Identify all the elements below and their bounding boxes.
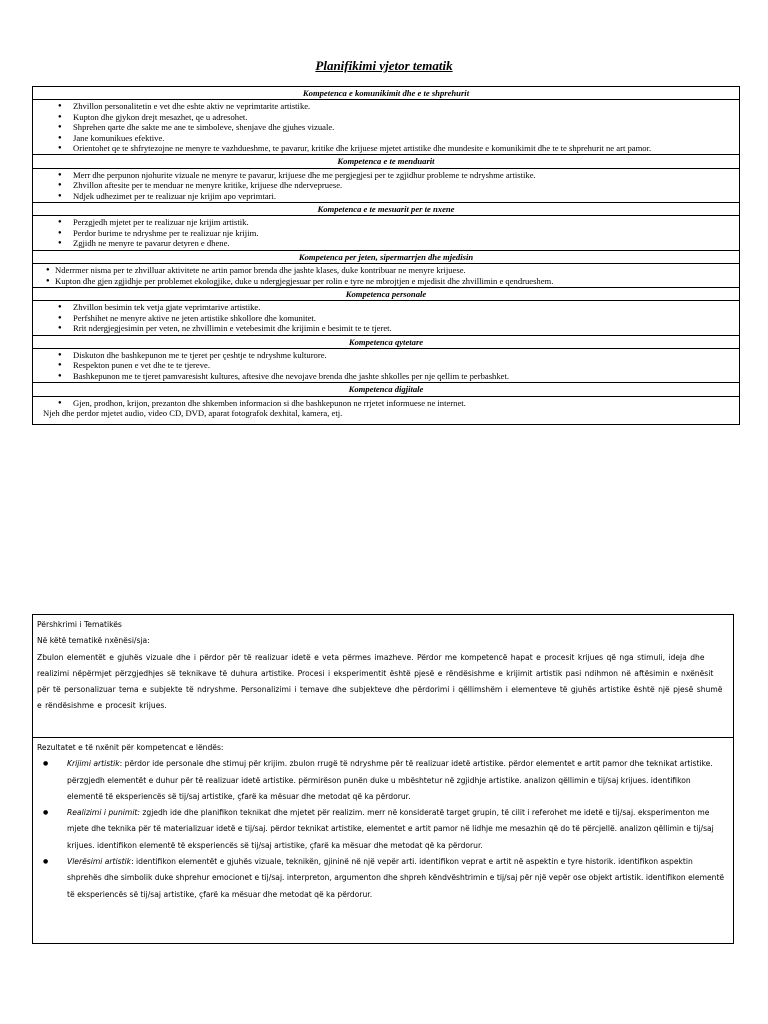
competence-item: ● Gjen, prodhon, krijon, prezanton dhe shkemben informacion si dhe bashkepunon ne rrjetet informuese ne internet. [73, 398, 735, 408]
result-text: : përdor ide personale dhe stimuj për krijim. zbulon rrugë të ndryshme për të realizuar idetë artistike. përdor elementet e artit pamor dhe teknikat artistike. përzgjedh elementët e duhur për të realizuar idetë artistike. përmirëson punën duke u mbështetur në zgjidhje artistike. analizon qëllimin e tij/saj krijues. identifikon elementë të eksperiencës së tij/saj artistike, çfarë ka mësuar dhe metodat që ka përdorur. [67, 759, 713, 801]
competence-item: ● Jane komunikues efektive. [73, 133, 735, 143]
results-section [33, 737, 733, 905]
description-subheading: Në këtë tematikë nxënësi/sja: [37, 636, 150, 646]
competence-heading: Kompetenca digjitale [33, 383, 739, 396]
result-title: Krijimi artistik [67, 759, 120, 769]
competence-item: ● Ndjek udhezimet per te realizuar nje krijim apo veprimtari. [73, 191, 735, 201]
page-title: Planifikimi vjetor tematik [315, 58, 453, 73]
description-box [32, 614, 734, 944]
result-text: : identifikon elementët e gjuhës vizuale, teknikën, gjininë në një vepër arti. identifikon veprat e artit në aspektin e tyre historik. identifikon aspektin shprehës dhe simbolik duke shprehur emocionet e tij/saj. interpreton, argumenton dhe shpreh këndvështrimin e tij/saj për një vepër ose objekt artistik. identifikon elementë të eksperiencës së tij/saj artistike, çfarë ka mësuar dhe metodat që ka përdorur. [67, 857, 725, 899]
competence-item: ● Perdor burime te ndryshme per te realizuar nje krijim. [73, 228, 735, 238]
competence-item: ● Kupton dhe gjykon drejt mesazhet, qe u adresohet. [73, 112, 735, 122]
competence-body [33, 397, 739, 425]
competence-item: ● Perfshihet ne menyre aktive ne jeten artistike shkollore dhe komunitet. [73, 313, 735, 323]
competence-body [33, 349, 739, 383]
result-title: Realizimi i punimit: [67, 808, 140, 818]
description-section [33, 615, 733, 737]
competence-item: ● Zhvillon personalitetin e vet dhe eshte aktiv ne veprimtarite artistike. [73, 101, 735, 111]
result-text: zgjedh ide dhe planifikon teknikat dhe mjetet për realizim. merr në konsideratë target grupin, të cilit i referohet me idetë e tij/saj. eksperimenton me mjete dhe teknika për të materializuar idetë e tij/saj. përdor teknikat artistike, elementet e artit pamor në lidhje me mesazhin që do të përcjellë. analizon qëllimin e tij/saj krijues. identifikon elementë të eksperiencës së tij/saj artistike, çfarë ka mësuar dhe metodat që ka përdorur. [67, 808, 714, 850]
competence-item: ● Diskuton dhe bashkepunon me te tjeret per çeshtje te ndryshme kulturore. [73, 350, 735, 360]
competence-item: ● Merr dhe perpunon njohurite vizuale ne menyre te pavarur, krijuese dhe me pergjegjesi per te zgjidhur probleme te ndryshme artistike. [73, 170, 735, 180]
competence-item: ● Bashkepunon me te tjeret pamvaresisht kultures, aftesive dhe nevojave brenda dhe jashte shkolles per nje qellim te perbashket. [73, 371, 735, 381]
competence-item: ● Zhvillon besimin tek vetja gjate veprimtarive artistike. [73, 302, 735, 312]
competence-item: ● Kupton dhe gjen zgjidhje per problemet ekologjike, duke u ndergjegjesuar per rolin e tyre ne mbrojtjen e mjedisit dhe zhvillimin e qendrueshem. [55, 276, 735, 286]
competence-body [33, 169, 739, 203]
competences-table [32, 86, 740, 425]
competence-body [33, 100, 739, 155]
competence-item: ● Rrit ndergjegjesimin per veten, ne zhvillimin e vetebesimit dhe krijimin e besimit te te tjeret. [73, 323, 735, 333]
competence-item: ● Zgjidh ne menyre te pavarur detyren e dhene. [73, 238, 735, 248]
competence-body [33, 301, 739, 335]
competence-item: ● Orientohet qe te shfrytezojne ne menyre te vazhdueshme, te pavarur, kritike dhe krijuese mjetet artistike dhe mundesite e komunikimit dhe te te shprehurit ne art pamor. [73, 143, 735, 153]
result-item [67, 854, 729, 903]
description-heading: Përshkrimi i Tematikës [37, 620, 122, 629]
result-title: Vlerësimi artistik [67, 857, 132, 867]
competence-item: ● Respekton punen e vet dhe te te tjereve. [73, 360, 735, 370]
competence-item-plain: Njeh dhe perdor mjetet audio, video CD, DVD, aparat fotografok dexhital, kamera, etj. [43, 407, 343, 418]
competence-heading: Kompetenca e te menduarit [33, 155, 739, 168]
results-heading: Rezultatet e të nxënit për kompetencat e lëndës: [37, 743, 224, 752]
result-item [67, 805, 729, 854]
competence-heading: Kompetenca qytetare [33, 336, 739, 349]
result-item [67, 756, 729, 805]
competence-heading: Kompetenca e te mesuarit per te nxene [33, 203, 739, 216]
competence-item: ● Nderrmer nisma per te zhvilluar aktivitete ne artin pamor brenda dhe jashte klases, duke kontribuar ne menyre krijuese. [55, 265, 735, 275]
competence-heading: Kompetenca personale [33, 288, 739, 301]
competence-heading: Kompetenca per jeten, sipermarrjen dhe mjedisin [33, 251, 739, 264]
competence-item: ● Perzgjedh mjetet per te realizuar nje krijim artistik. [73, 217, 735, 227]
competence-heading: Kompetenca e komunikimit dhe e te shprehurit [33, 87, 739, 100]
competence-body [33, 216, 739, 250]
competence-item: ● Zhvillon aftesite per te menduar ne menyre kritike, krijuese dhe ndervepruese. [73, 180, 735, 190]
competence-item: ● Shprehen qarte dhe sakte me ane te simboleve, shenjave dhe gjuhes vizuale. [73, 122, 735, 132]
description-paragraph: Zbulon elementët e gjuhës vizuale dhe i përdor për të realizuar idetë e veta përmes imazheve. Përdor me kompetencë hapat e procesit krijues që nga stimuli, ideja dhe realizimi nëpërmjet përzgjedhjes së teknikave të duhura artistike. Procesi i eksperimentit është pjesë e rëndësishme e krijimit artistik pasi ndihmon në aftësimin e nxënësit për të personalizuar tema e subjekte të ndryshme. Personalizimi i temave dhe subjekteve dhe përdorimi i qëllimshëm i elementeve të gjuhës artistike është një pjesë shumë e rëndësishme e procesit krijues. [37, 652, 723, 711]
competence-body [33, 264, 739, 288]
